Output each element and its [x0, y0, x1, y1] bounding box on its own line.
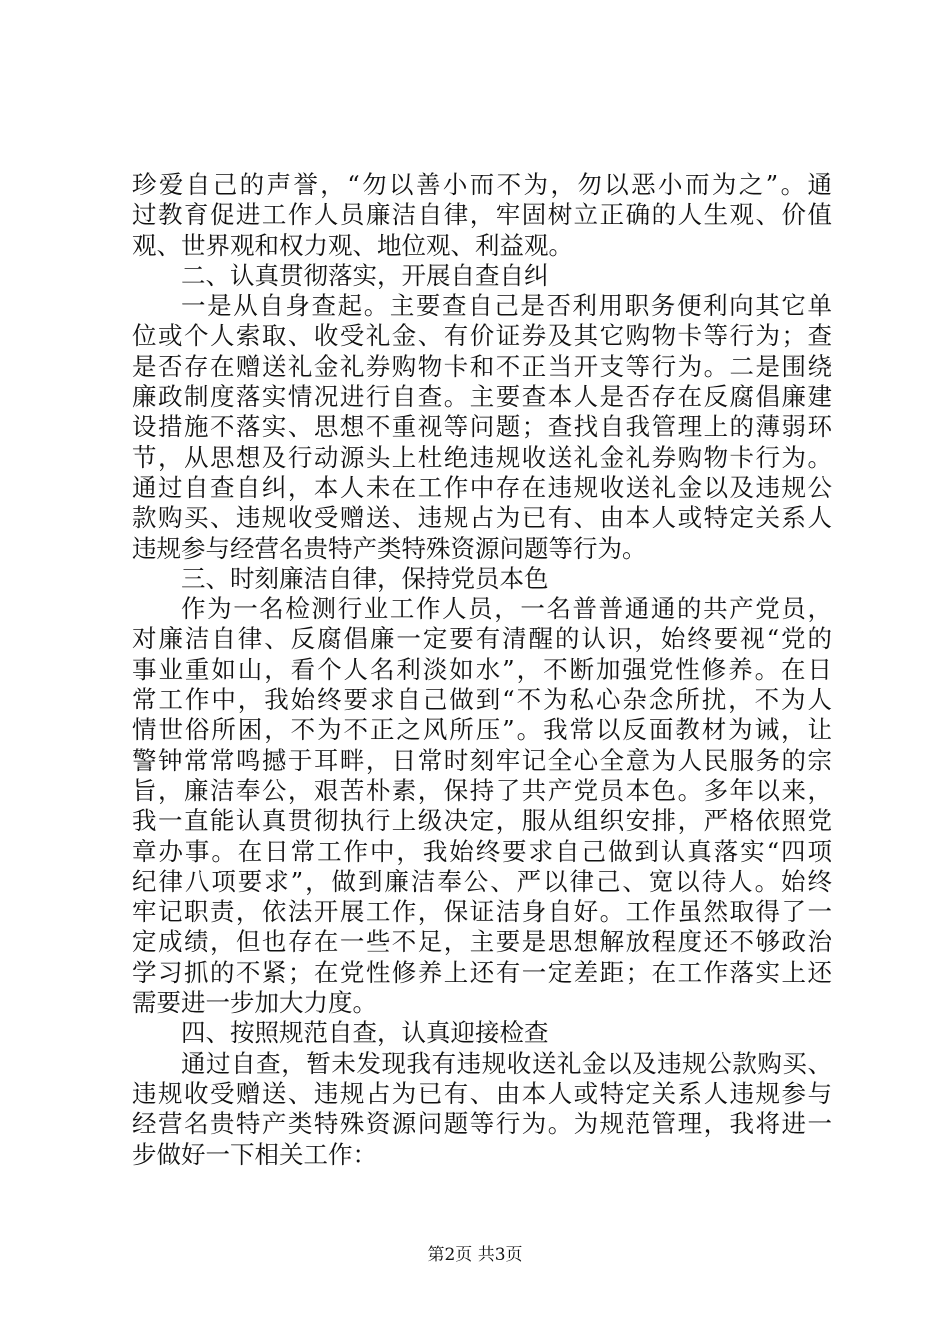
paragraph-start: 通过自查，暂未发现我有违规收送礼金以及违规公款购买、: [181, 1048, 832, 1078]
body-line: 需要进一步加大力度。: [132, 988, 377, 1018]
body-line: 纪律八项要求”，做到廉洁奉公、严以律己、宽以待人。始终: [132, 866, 832, 896]
body-line: 牢记职责，依法开展工作，保证洁身自好。工作虽然取得了一: [132, 897, 832, 927]
body-line: 对廉洁自律、反腐倡廉一定要有清醒的认识，始终要视“党的: [132, 624, 832, 654]
body-line: 违规参与经营名贵特产类特殊资源问题等行为。: [132, 533, 647, 563]
body-line: 我一直能认真贯彻执行上级决定，服从组织安排，严格依照党: [132, 806, 832, 836]
body-line: 通过自查自纠，本人未在工作中存在违规收送礼金以及违规公: [132, 472, 832, 502]
document-body: [132, 170, 832, 1170]
body-line: 章办事。在日常工作中，我始终要求自己做到认真落实“四项: [132, 836, 832, 866]
body-line: 警钟常常鸣撼于耳畔，日常时刻牢记全心全意为人民服务的宗: [132, 745, 832, 775]
body-line: 是否存在赠送礼金礼券购物卡和不正当开支等行为。二是围绕: [132, 351, 832, 381]
page-number-footer: 第2页 共3页: [427, 1245, 523, 1265]
body-line: 违规收受赠送、违规占为已有、由本人或特定关系人违规参与: [132, 1078, 832, 1108]
body-line: 廉政制度落实情况进行自查。主要查本人是否存在反腐倡廉建: [132, 382, 832, 412]
body-line: 经营名贵特产类特殊资源问题等行为。为规范管理，我将进一: [132, 1109, 832, 1139]
paragraph-start: 一是从自身查起。主要查自己是否利用职务便利向其它单: [181, 291, 832, 321]
body-line: 步做好一下相关工作：: [132, 1139, 377, 1169]
body-line: 节，从思想及行动源头上杜绝违规收送礼金礼券购物卡行为。: [132, 442, 832, 472]
body-line: 旨，廉洁奉公，艰苦朴素，保持了共产党员本色。多年以来，: [132, 775, 832, 805]
body-line: 珍爱自己的声誉，“勿以善小而不为，勿以恶小而为之”。通: [132, 170, 832, 199]
section-heading-4: 四、按照规范自查，认真迎接检查: [181, 1018, 549, 1048]
body-line: 观、世界观和权力观、地位观、利益观。: [132, 230, 573, 260]
body-line: 事业重如山，看个人名利淡如水”，不断加强党性修养。在日: [132, 654, 832, 684]
body-line: 过教育促进工作人员廉洁自律，牢固树立正确的人生观、价值: [132, 200, 832, 230]
body-line: 定成绩，但也存在一些不足，主要是思想解放程度还不够政治: [132, 927, 832, 957]
body-line: 学习抓的不紧；在党性修养上还有一定差距；在工作落实上还: [132, 957, 832, 987]
paragraph-start: 作为一名检测行业工作人员，一名普普通通的共产党员，: [181, 594, 832, 624]
section-heading-3: 三、时刻廉洁自律，保持党员本色: [181, 563, 549, 593]
section-heading-2: 二、认真贯彻落实，开展自查自纠: [181, 260, 549, 290]
body-line: 情世俗所困，不为不正之风所压”。我常以反面教材为诫，让: [132, 715, 832, 745]
body-line: 位或个人索取、收受礼金、有价证券及其它购物卡等行为；查: [132, 321, 832, 351]
body-line: 款购买、违规收受赠送、违规占为已有、由本人或特定关系人: [132, 503, 832, 533]
body-line: 常工作中，我始终要求自己做到“不为私心杂念所扰，不为人: [132, 685, 832, 715]
body-line: 设措施不落实、思想不重视等问题；查找自我管理上的薄弱环: [132, 412, 832, 442]
